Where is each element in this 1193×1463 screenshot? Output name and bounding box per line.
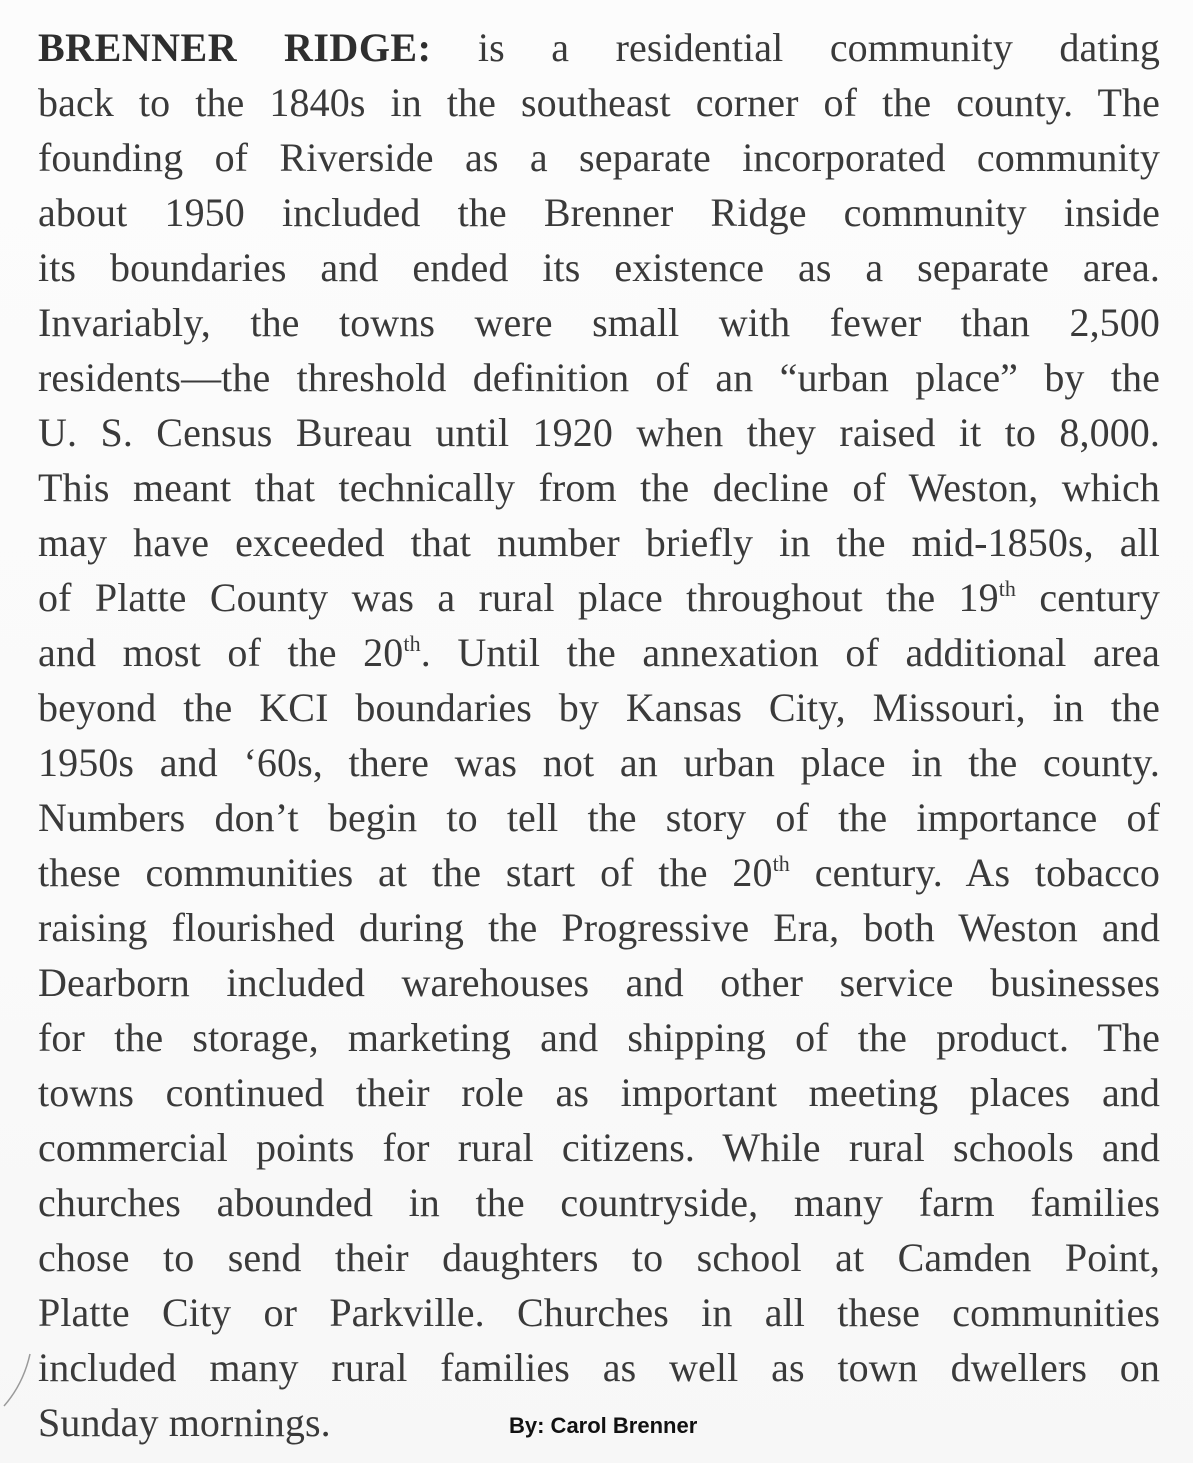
superscript: th (998, 576, 1017, 601)
text-line: back to the 1840s in the southeast corner of the county. The (38, 80, 1160, 125)
article-lead: BRENNER RIDGE: (38, 25, 432, 70)
text-line: beyond the KCI boundaries by Kansas City, Missouri, in the (38, 685, 1160, 730)
text-line: residents—the threshold definition of an “urban place” by the (38, 355, 1160, 400)
text-line: towns continued their role as important meeting places and (38, 1070, 1160, 1115)
text-segment: . Until the annexation of additional area (420, 630, 1160, 675)
text-line: Numbers don’t begin to tell the story of the importance of (38, 795, 1160, 840)
text-line: included many rural families as well as town dwellers on (38, 1345, 1160, 1390)
text-line (38, 845, 1160, 900)
text-line: its boundaries and ended its existence as a separate area. (38, 245, 1160, 290)
text-line: founding of Riverside as a separate incorporated community (38, 135, 1160, 180)
superscript: th (403, 631, 421, 656)
text-line: Platte City or Parkville. Churches in all these communities (38, 1290, 1160, 1335)
pen-mark (0, 1350, 40, 1410)
text-segment: century. As tobacco (789, 850, 1160, 895)
text-segment: these communities at the start of the 20 (38, 850, 773, 895)
byline: By: Carol Brenner (509, 1413, 698, 1438)
text-line: about 1950 included the Brenner Ridge community inside (38, 190, 1160, 235)
text-line (38, 570, 1160, 625)
text-line: This meant that technically from the decline of Weston, which (38, 465, 1160, 510)
text-segment: and most of the 20 (38, 630, 404, 675)
text-line: Invariably, the towns were small with fewer than 2,500 (38, 300, 1160, 345)
text-line: U. S. Census Bureau until 1920 when they raised it to 8,000. (38, 410, 1160, 455)
text-line: raising flourished during the Progressive Era, both Weston and (38, 905, 1160, 950)
superscript: th (772, 851, 790, 876)
text-line (38, 20, 1160, 75)
text-line: churches abounded in the countryside, many farm families (38, 1180, 1160, 1225)
text-line: commercial points for rural citizens. While rural schools and (38, 1125, 1160, 1170)
text-line: Dearborn included warehouses and other service businesses (38, 960, 1160, 1005)
text-line: 1950s and ‘60s, there was not an urban place in the county. (38, 740, 1160, 785)
text-segment: is a residential community dating (431, 25, 1160, 70)
text-line: for the storage, marketing and shipping of the product. The (38, 1015, 1160, 1060)
text-segment: of Platte County was a rural place throughout the 19 (38, 575, 999, 620)
text-line: may have exceeded that number briefly in the mid-1850s, all (38, 520, 1160, 565)
article-body (38, 20, 1160, 1450)
text-line: chose to send their daughters to school at Camden Point, (38, 1235, 1160, 1280)
text-line: Sunday mornings. (38, 1400, 331, 1445)
text-segment: century (1016, 575, 1160, 620)
text-line (38, 625, 1160, 680)
